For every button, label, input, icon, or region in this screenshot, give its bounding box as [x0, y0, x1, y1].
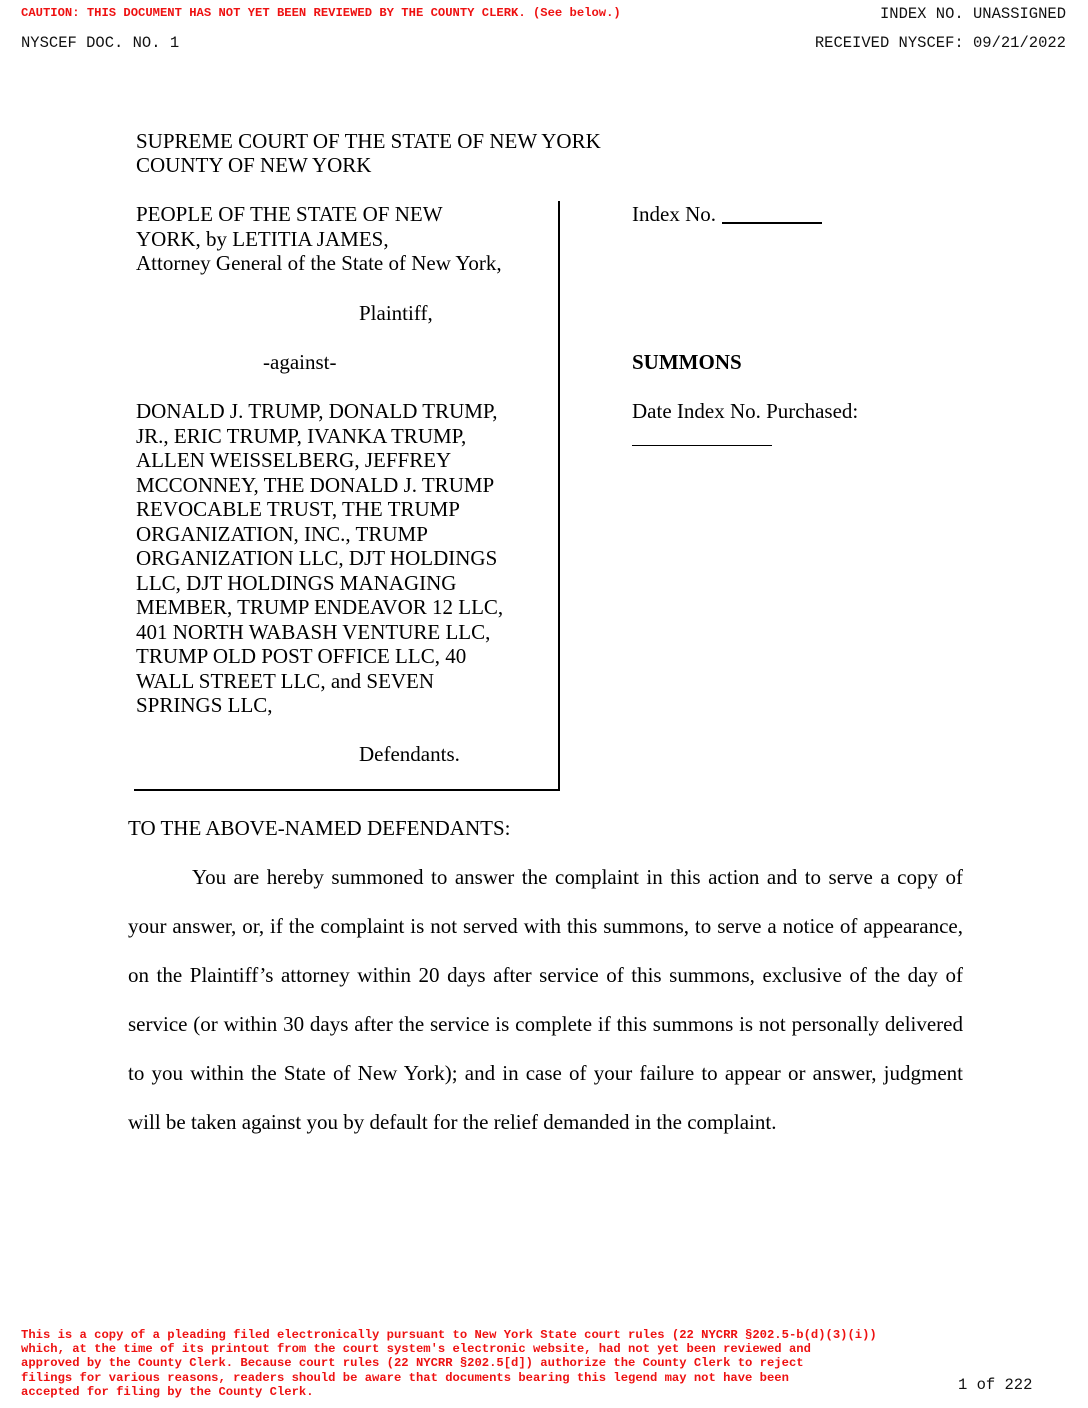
caution-banner: CAUTION: THIS DOCUMENT HAS NOT YET BEEN REVIEWED BY THE COUNTY CLERK. (See below.) — [21, 6, 621, 20]
caption-bottom-rule — [134, 789, 560, 791]
paragraph-line: your answer, or, if the complaint is not served with this summons, to serve a notice of appearance, — [128, 914, 963, 938]
caption-vertical-rule — [558, 201, 560, 791]
defendant-line: MCCONNEY, THE DONALD J. TRUMP — [136, 472, 495, 497]
clerk-legend — [21, 1328, 877, 1399]
defendant-line: TRUMP OLD POST OFFICE LLC, 40 — [136, 644, 467, 668]
against-label: -against- — [263, 350, 337, 374]
legend-line: which, at the time of its printout from the court system's electronic website, had not yet been reviewed and — [21, 1342, 811, 1357]
plaintiff-line: YORK, by LETITIA JAMES, — [136, 226, 389, 251]
legend-line: approved by the County Clerk. Because court rules (22 NYCRR §202.5[d]) authorize the County Clerk to reject — [21, 1356, 804, 1371]
plaintiff-line: PEOPLE OF THE STATE OF NEW — [136, 202, 443, 226]
defendants-block — [136, 399, 503, 718]
defendant-line: DONALD J. TRUMP, DONALD TRUMP, — [136, 399, 498, 423]
date-index-purchased-label: Date Index No. Purchased: — [632, 399, 859, 423]
index-number: INDEX NO. UNASSIGNED — [879, 5, 1066, 23]
paragraph-line: service (or within 30 days after the service is complete if this summons is not personally delivered — [128, 1012, 963, 1036]
defendants-label: Defendants. — [359, 742, 460, 766]
addressee-line: TO THE ABOVE-NAMED DEFENDANTS: — [128, 816, 511, 840]
index-no-label: Index No. — [632, 202, 716, 226]
paragraph-line: will be taken against you by default for the relief demanded in the complaint. — [128, 1110, 777, 1134]
defendant-line: LLC, DJT HOLDINGS MANAGING — [136, 570, 457, 595]
paragraph-line: on the Plaintiff’s attorney within 20 days after service of this summons, exclusive of the day of — [128, 963, 963, 987]
county-name: COUNTY OF NEW YORK — [136, 153, 372, 177]
page-count: 1 of 222 — [958, 1376, 1033, 1394]
court-name: SUPREME COURT OF THE STATE OF NEW YORK — [136, 129, 601, 153]
plaintiff-line: Attorney General of the State of New York, — [136, 251, 502, 275]
defendant-line: REVOCABLE TRUST, THE TRUMP — [136, 497, 460, 521]
defendant-line: JR., ERIC TRUMP, IVANKA TRUMP, — [136, 423, 467, 448]
legend-line: filings for various reasons, readers should be aware that documents bearing this legend may not have been — [21, 1370, 789, 1385]
paragraph-line: You are hereby summoned to answer the complaint in this action and to serve a copy of — [192, 865, 963, 889]
legend-line: This is a copy of a pleading filed electronically pursuant to New York State court rules (22 NYCRR §202.5-b(d)(3)(i)) — [21, 1328, 877, 1342]
defendant-line: ALLEN WEISSELBERG, JEFFREY — [136, 448, 452, 472]
received-date: RECEIVED NYSCEF: 09/21/2022 — [814, 34, 1066, 52]
paragraph-line: to you within the State of New York); and in case of your failure to appear or answer, judgment — [128, 1061, 963, 1085]
date-purchased-blank-line — [632, 445, 772, 446]
defendant-line: WALL STREET LLC, and SEVEN — [136, 668, 435, 693]
index-no-blank-line — [722, 222, 822, 224]
plaintiff-block — [136, 202, 546, 276]
defendant-line: 401 NORTH WABASH VENTURE LLC, — [136, 619, 491, 644]
legend-line: accepted for filing by the County Clerk. — [21, 1384, 314, 1399]
plaintiff-label: Plaintiff, — [359, 301, 433, 325]
defendant-line: ORGANIZATION, INC., TRUMP — [136, 521, 428, 546]
summons-title: SUMMONS — [632, 350, 742, 374]
defendant-line: SPRINGS LLC, — [136, 693, 273, 717]
doc-number: NYSCEF DOC. NO. 1 — [21, 34, 180, 52]
defendant-line: ORGANIZATION LLC, DJT HOLDINGS — [136, 546, 498, 570]
defendant-line: MEMBER, TRUMP ENDEAVOR 12 LLC, — [136, 595, 504, 619]
